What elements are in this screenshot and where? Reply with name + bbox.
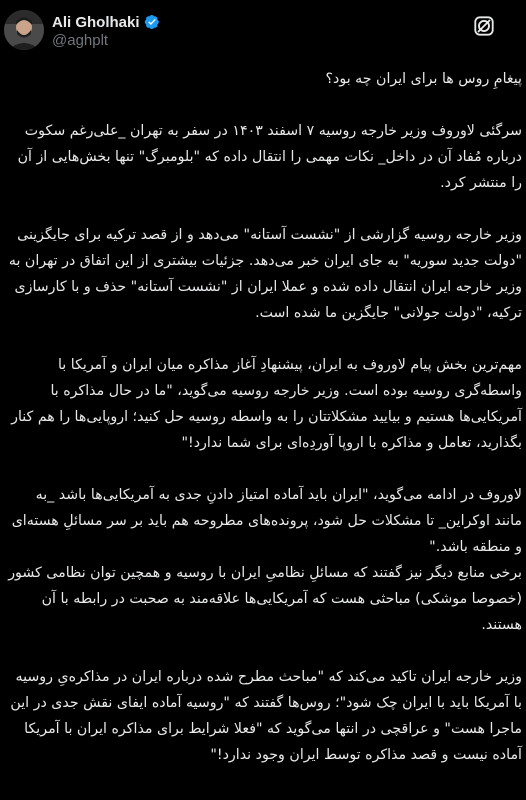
author-name-row — [52, 12, 160, 32]
verified-badge-icon — [144, 14, 160, 30]
avatar-image — [4, 10, 44, 50]
post-paragraph-military: برخی منابع دیگر نیز گفتند که مسائلِ نظامیِ ایران با روسیه و همچین توان نظامی کشور (خصوصا موشکی) مباحثی هست که آمریکایی‌ها علاقه‌مند به صحبت در رابطه با آن هستند. — [8, 565, 522, 633]
grok-slash-icon — [473, 15, 495, 37]
post-header — [0, 0, 526, 64]
post-text — [4, 66, 522, 794]
post-paragraph-astana: وزیر خارجه روسیه گزارشی از "نشست آستانه" می‌دهد و از قصد ترکیه برای جایگزینی "دولت جدید سوریه" به جای ایران خبر می‌دهد. جزئیات بیشتری از این اتفاق در تهران به وزیر خارجه ایران انتقال داده شده و عملا ایران از "نشست آستانه" حذف و با کارسازی ترکیه، "دولت جولانی" جایگزین ما شده است. — [8, 227, 522, 321]
post-paragraph-mediation: مهم‌ترین بخش پیام لاوروف به ایران، پیشنهادِ آغاز مذاکره میان ایران و آمریکا با واسطه‌گری روسیه بوده است. وزیر خارجه روسیه می‌گوید، "ما در حال مذاکره با آمریکایی‌ها هستیم و بیایید مشکلاتتان را به واسطه روسیه حل کنید؛ اروپایی‌ها را هم کنار بگذارید، تعامل و مذاکره با اروپا آوردِه‌ای برای شما ندارد!" — [11, 357, 522, 451]
post-paragraph-intro: سرگئی لاوروف وزیر خارجه روسیه ۷ اسفند ۱۴۰۳ در سفر به تهران _علی‌رغم سکوت درباره مُفاد آن در داخل_ نکات مهمی را انتقال داده که "بلومبرگ" تنها بخش‌هایی از آن را منتشر کرد. — [17, 123, 522, 191]
post-paragraph-concessions: لاوروف در ادامه می‌گوید، "ایران باید آماده امتیاز دادنِ جدی به آمریکایی‌ها باشد _به مانند اوکراین_ تا مشکلات حل شود، پرونده‌های مطروحه هم باید بر سر مسائلِ هسته‌ای و منطقه باشد." — [11, 487, 522, 555]
author-handle[interactable]: @aghplt — [52, 32, 109, 49]
author-display-name[interactable]: Ali Gholhaki — [52, 13, 140, 31]
avatar[interactable] — [4, 10, 44, 50]
post-paragraph-response: وزیر خارجه ایران تاکید می‌کند که "مباحث مطرح شده درباره ایران در مذاکره‌یِ روسیه با آمریکا باید با ایران چک شود"؛ روس‌ها گفتند که "روسیه آماده ایفای نقش جدی در این ماجرا هست" و عراقچی در انتها می‌گوید که "فعلا شرایط برای مذاکره ایران با آمریکا آماده نیست و قصد مذاکره توسط ایران وجود ندارد!" — [10, 669, 522, 763]
grok-button[interactable] — [470, 12, 498, 40]
post-paragraph-question: پیغامِ روس ها برای ایران چه بود؟ — [325, 71, 522, 87]
